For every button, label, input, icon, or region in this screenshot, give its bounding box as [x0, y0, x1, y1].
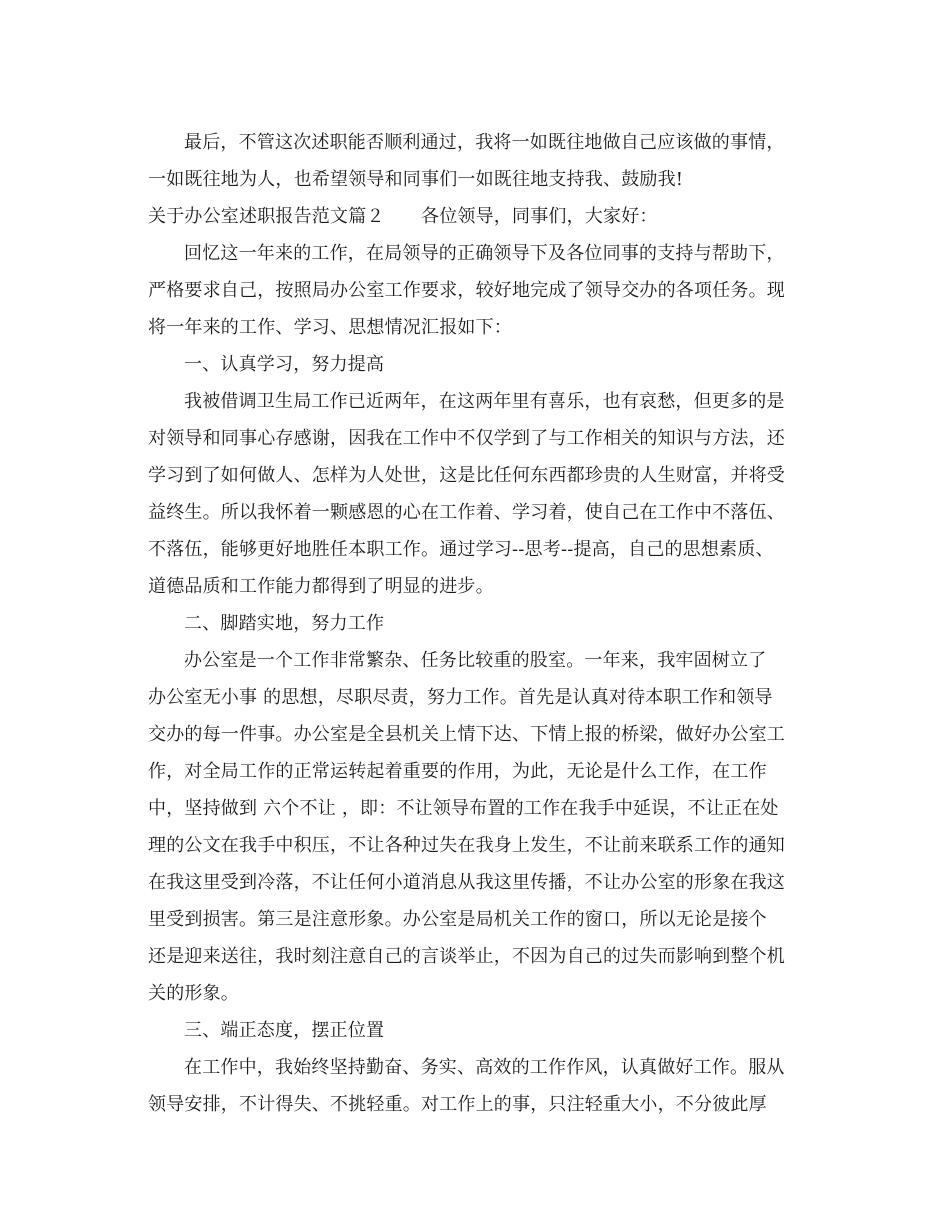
subheading: 一、认真学习，努力提高 — [184, 354, 385, 375]
text-line: 中，坚持做到 六个不让 ，即：不让领导布置的工作在我手中延误，不让正在处 — [148, 798, 779, 819]
text-line: 办公室是一个工作非常繁杂、任务比较重的股室。一年来，我牢固树立了 — [184, 650, 767, 671]
subheading: 二、脚踏实地，努力工作 — [184, 613, 385, 634]
subheading: 三、端正态度，摆正位置 — [184, 1020, 385, 1041]
text-line: 办公室无小事 的思想，尽职尽责，努力工作。首先是认真对待本职工作和领导 — [148, 687, 773, 708]
text-line: 在我这里受到冷落，不让任何小道消息从我这里传播，不让办公室的形象在我这 — [148, 872, 785, 893]
text-line: 一如既往地为人，也希望领导和同事们一如既往地支持我、鼓励我! — [148, 169, 684, 190]
text-line: 最后，不管这次述职能否顺利通过，我将一如既往地做自己应该做的事情， — [184, 132, 785, 153]
section-heading-line: 关于办公室述职报告范文篇２ 各位领导，同事们，大家好： — [148, 206, 658, 227]
text-line: 在工作中，我始终坚持勤奋、务实、高效的工作作风，认真做好工作。服从 — [184, 1057, 785, 1078]
text-line: 回忆这一年来的工作，在局领导的正确领导下及各位同事的支持与帮助下， — [184, 243, 785, 264]
text-line: 不落伍，能够更好地胜任本职工作。通过学习--思考--提高，自己的思想素质、 — [148, 539, 774, 560]
text-line: 道德品质和工作能力都得到了明显的进步。 — [148, 576, 494, 597]
text-line: 学习到了如何做人、怎样为人处世，这是比任何东西都珍贵的人生财富，并将受 — [148, 465, 785, 486]
text-line: 对领导和同事心存感谢，因我在工作中不仅学到了与工作相关的知识与方法，还 — [148, 428, 785, 449]
text-line: 我被借调卫生局工作已近两年，在这两年里有喜乐，也有哀愁，但更多的是 — [184, 391, 785, 412]
text-line: 还是迎来送往，我时刻注意自己的言谈举止，不因为自己的过失而影响到整个机 — [148, 946, 785, 967]
text-line: 里受到损害。第三是注意形象。办公室是局机关工作的窗口，所以无论是接个 — [148, 909, 767, 930]
text-line: 作，对全局工作的正常运转起着重要的作用，为此，无论是什么工作，在工作 — [148, 761, 767, 782]
text-line: 严格要求自己，按照局办公室工作要求，较好地完成了领导交办的各项任务。现 — [148, 280, 785, 301]
text-line: 将一年来的工作、学习、思想情况汇报如下： — [148, 317, 512, 338]
text-line: 益终生。所以我怀着一颗感恩的心在工作着、学习着，使自己在工作中不落伍、 — [148, 502, 785, 523]
text-line: 关的形象。 — [148, 983, 239, 1004]
text-line: 理的公文在我手中积压，不让各种过失在我身上发生，不让前来联系工作的通知 — [148, 835, 785, 856]
text-line: 交办的每一件事。办公室是全县机关上情下达、下情上报的桥梁，做好办公室工 — [148, 724, 785, 745]
text-line: 领导安排，不计得失、不挑轻重。对工作上的事，只注轻重大小，不分彼此厚 — [148, 1094, 767, 1115]
